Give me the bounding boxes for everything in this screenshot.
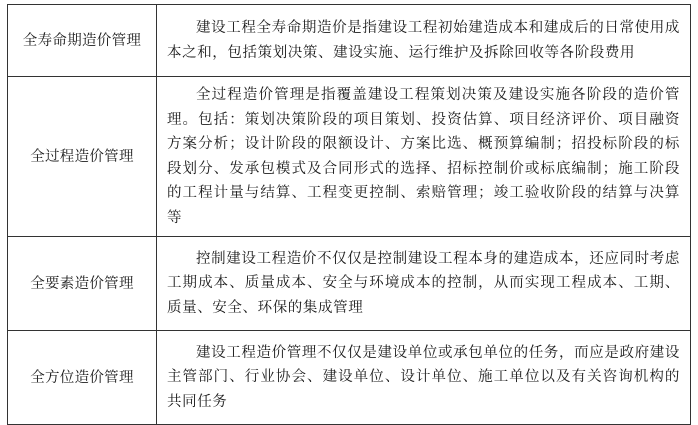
- description-cell: 全过程造价管理是指覆盖建设工程策划决策及建设实施各阶段的造价管理。包括：策划决策阶段的项目策划、投资估算、项目经济评价、项目融资方案分析；设计阶段的限额设计、方案比选、概预算编制；招投标阶段的标段划分、发承包模式及合同形式的选择、招标控制价或标底编制；施工阶段的工程计量与结算、工程变更控制、索赔管理；竣工验收阶段的结算与决算等: [157, 77, 691, 237]
- term-cell: 全寿命期造价管理: [8, 5, 157, 77]
- term-cell: 全方位造价管理: [8, 331, 157, 425]
- table-row: [8, 5, 691, 77]
- term-cell: 全过程造价管理: [8, 77, 157, 237]
- description-cell: 建设工程造价管理不仅仅是建设单位或承包单位的任务，而应是政府建设主管部门、行业协会、建设单位、设计单位、施工单位以及有关咨询机构的共同任务: [157, 331, 691, 425]
- description-cell: 控制建设工程造价不仅仅是控制建设工程本身的建造成本，还应同时考虑工期成本、质量成本、安全与环境成本的控制，从而实现工程成本、工期、质量、安全、环保的集成管理: [157, 237, 691, 331]
- table-row: [8, 331, 691, 425]
- term-cell: 全要素造价管理: [8, 237, 157, 331]
- description-cell: 建设工程全寿命期造价是指建设工程初始建造成本和建成后的日常使用成本之和，包括策划决策、建设实施、运行维护及拆除回收等各阶段费用: [157, 5, 691, 77]
- cost-management-table: [7, 4, 691, 425]
- table-row: [8, 77, 691, 237]
- table-row: [8, 237, 691, 331]
